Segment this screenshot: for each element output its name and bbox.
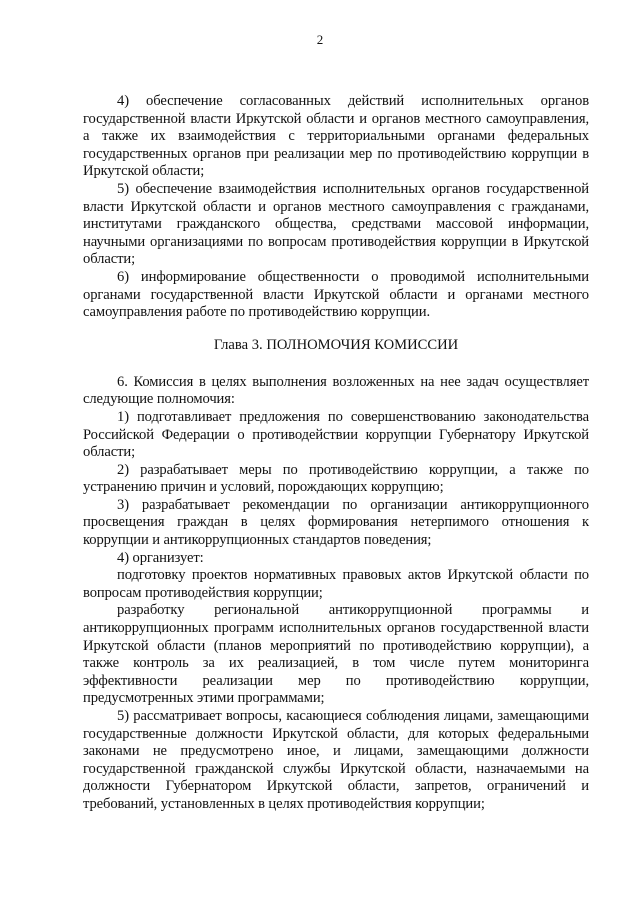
paragraph-power-1: 1) подготавливает предложения по совершенствованию законодательства Российской Федерации о противодействии коррупции Губернатору Иркутской области; [83, 408, 589, 461]
paragraph-power-4-a: подготовку проектов нормативных правовых актов Иркутской области по вопросам противодействия коррупции; [83, 567, 589, 601]
paragraph-power-4-b: разработку региональной антикоррупционной программы и антикоррупционных программ исполнительных органов государственной власти Иркутской области (планов мероприятий по противодействию коррупции), а также контроль за их реализацией, в том числе путем мониторинга эффективности реализации мер по противодействию коррупции, предусмотренных этими программами; [83, 602, 589, 707]
paragraph-power-2: 2) разрабатывает меры по противодействию коррупции, а также по устранению причин и условий, порождающих коррупцию; [83, 461, 589, 496]
paragraph-power-4: 4) организует: [117, 549, 204, 566]
paragraph-task-6: 6) информирование общественности о проводимой исполнительными органами государственной власти Иркутской области и органами местного самоуправления работе по противодействию коррупции. [83, 268, 589, 321]
paragraph-clause-6: 6. Комиссия в целях выполнения возложенных на нее задач осуществляет следующие полномочия: [83, 373, 589, 408]
paragraph-task-4: 4) обеспечение согласованных действий исполнительных органов государственной власти Иркутской области и органов местного самоуправления, а также их взаимодействия с территориальными органами федеральных государственных органов при реализации мер по противодействию коррупции в Иркутской области; [83, 93, 589, 180]
paragraph-power-5: 5) рассматривает вопросы, касающиеся соблюдения лицами, замещающими государственные должности Иркутской области, для которых федеральными законами не предусмотрено иное, и лицами, замещающими должности государственной гражданской службы Иркутской области, назначаемыми на должности Губернатором Иркутской области, запретов, ограничений и требований, установленных в целях противодействия коррупции; [83, 708, 589, 812]
document-body [83, 93, 589, 814]
chapter-title: Глава 3. ПОЛНОМОЧИЯ КОМИССИИ [213, 336, 459, 353]
page-number: 2 [316, 32, 324, 47]
paragraph-task-5: 5) обеспечение взаимодействия исполнительных органов государственной власти Иркутской области и органов местного самоуправления с гражданами, институтами гражданского общества, средствами массовой информации, научными организациями по вопросам противодействия коррупции в Иркутской области; [83, 180, 589, 268]
paragraph-power-3: 3) разрабатывает рекомендации по организации антикоррупционного просвещения граждан в целях формирования нетерпимого отношения к коррупции и антикоррупционных стандартов поведения; [83, 496, 589, 549]
